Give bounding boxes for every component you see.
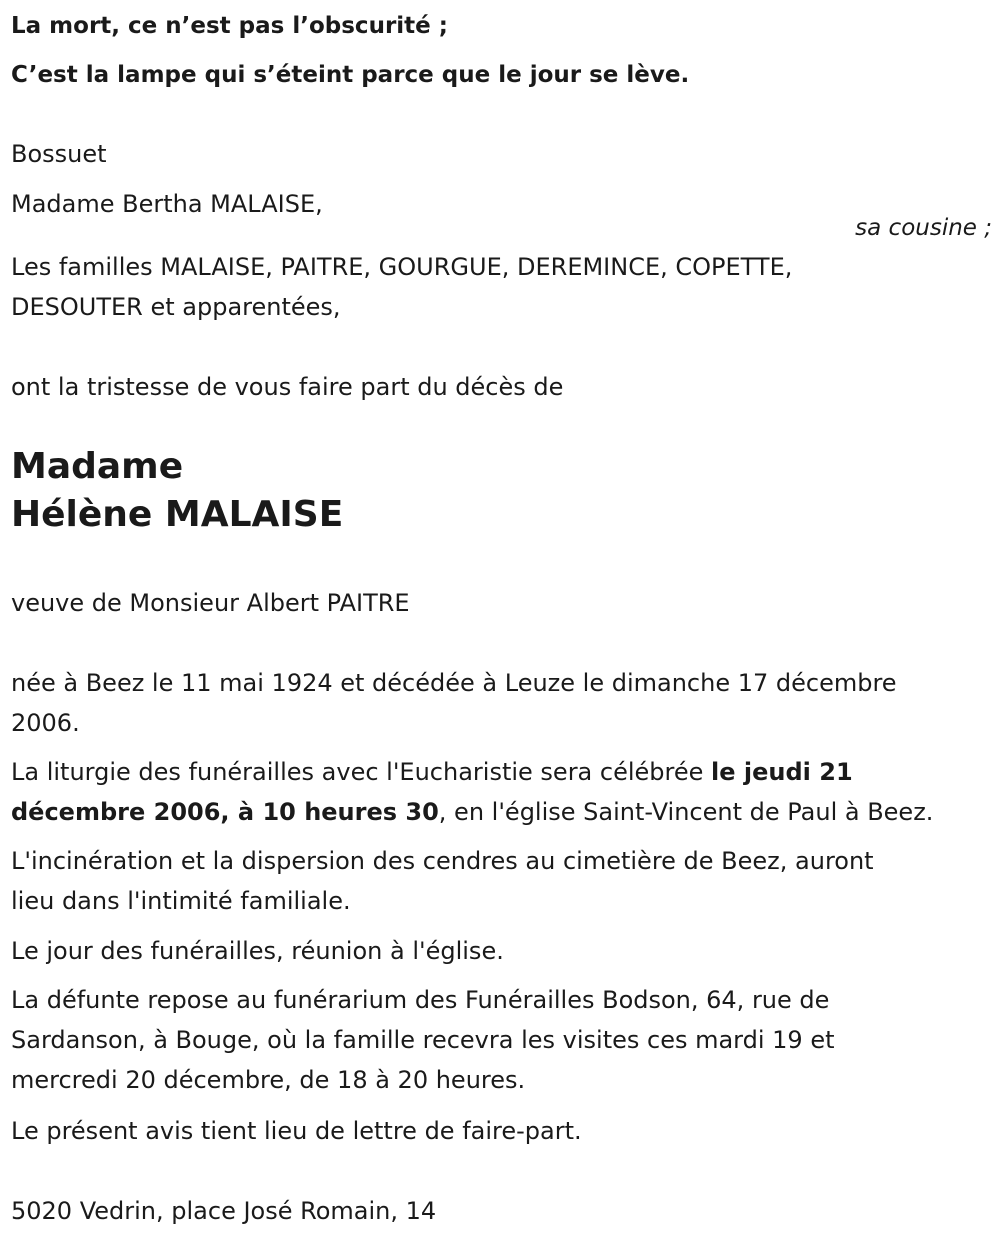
epigraph-author: Bossuet: [11, 140, 107, 168]
widow-of: veuve de Monsieur Albert PAITRE: [11, 589, 410, 617]
cremation-line-2: lieu dans l'intimité familiale.: [11, 887, 351, 915]
liturgy-date-part-2: décembre 2006, à 10 heures 30: [11, 798, 439, 826]
deceased-title: Madame: [11, 446, 184, 487]
cousin-relation: sa cousine ;: [855, 215, 992, 241]
liturgy-text: La liturgie des funérailles avec l'Eucharistie sera célébrée: [11, 758, 712, 786]
address: 5020 Vedrin, place José Romain, 14: [11, 1197, 437, 1225]
gathering-info: Le jour des funérailles, réunion à l'église.: [11, 937, 504, 965]
families-line-2: DESOUTER et apparentées,: [11, 293, 341, 321]
repose-line-1: La défunte repose au funérarium des Funérailles Bodson, 64, rue de: [11, 986, 830, 1014]
cremation-line-1: L'incinération et la dispersion des cendres au cimetière de Beez, auront: [11, 847, 874, 875]
epigraph-line-1: La mort, ce n’est pas l’obscurité ;: [11, 13, 448, 39]
cousin-name: Madame Bertha MALAISE,: [11, 190, 323, 218]
epigraph-line-2: C’est la lampe qui s’éteint parce que le jour se lève.: [11, 62, 690, 88]
repose-line-2: Sardanson, à Bouge, où la famille recevra les visites ces mardi 19 et: [11, 1026, 835, 1054]
families-line-1: Les familles MALAISE, PAITRE, GOURGUE, DEREMINCE, COPETTE,: [11, 253, 793, 281]
repose-line-3: mercredi 20 décembre, de 18 à 20 heures.: [11, 1066, 526, 1094]
birth-death-line-2: 2006.: [11, 709, 80, 737]
liturgy-place: , en l'église Saint-Vincent de Paul à Beez.: [438, 798, 934, 826]
announcement: ont la tristesse de vous faire part du décès de: [11, 373, 564, 401]
liturgy-line-2: [11, 792, 933, 832]
notice-text: Le présent avis tient lieu de lettre de faire-part.: [11, 1117, 582, 1145]
liturgy-date-part-1: le jeudi 21: [711, 758, 853, 786]
deceased-name: Hélène MALAISE: [11, 494, 344, 535]
liturgy-line-1: [11, 752, 853, 792]
birth-death-line-1: née à Beez le 11 mai 1924 et décédée à Leuze le dimanche 17 décembre: [11, 669, 897, 697]
